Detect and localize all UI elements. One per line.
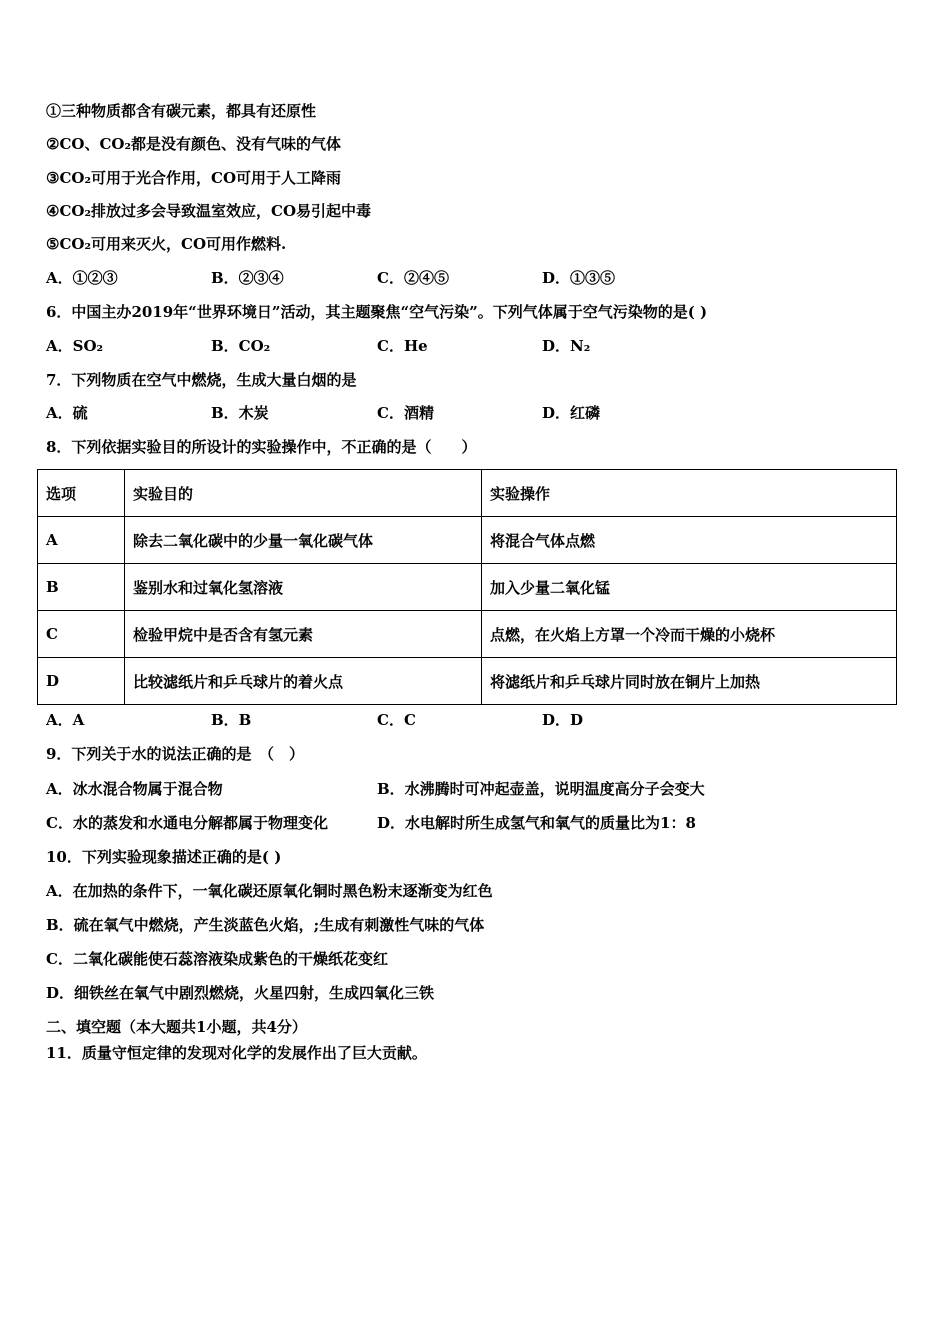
- q6-option-a: A．SO₂: [46, 337, 104, 355]
- table-cell: 鉴别水和过氧化氢溶液: [125, 564, 482, 611]
- table-row: [38, 517, 897, 564]
- q10-stem: 10．下列实验现象描述正确的是( ): [46, 848, 282, 866]
- q5-option-a: A．①②③: [46, 269, 118, 287]
- q10-option-a: A．在加热的条件下，一氧化碳还原氧化铜时黑色粉末逐渐变为红色: [46, 882, 493, 900]
- q7-option-a: A．硫: [46, 404, 88, 422]
- table-cell: 将混合气体点燃: [482, 517, 897, 564]
- q9-option-b: B．水沸腾时可冲起壶盖，说明温度高分子会变大: [377, 780, 705, 798]
- q6-option-d: D．N₂: [542, 337, 591, 355]
- q10-option-c: C．二氧化碳能使石蕊溶液染成紫色的干燥纸花变红: [46, 950, 388, 968]
- q5-option-b: B．②③④: [211, 269, 284, 287]
- q7-option-d: D．红磷: [542, 404, 601, 422]
- table-cell: 检验甲烷中是否含有氢元素: [125, 611, 482, 658]
- q10-option-d: D．细铁丝在氧气中剧烈燃烧，火星四射，生成四氧化三铁: [46, 984, 435, 1002]
- table-cell: 将滤纸片和乒乓球片同时放在铜片上加热: [482, 658, 897, 705]
- q9-option-a: A．冰水混合物属于混合物: [46, 780, 223, 798]
- q7-option-c: C．酒精: [377, 404, 434, 422]
- table-cell: 点燃，在火焰上方罩一个冷而干燥的小烧杯: [482, 611, 897, 658]
- q8-option-b: B．B: [211, 711, 252, 729]
- table-cell: 除去二氧化碳中的少量一氧化碳气体: [125, 517, 482, 564]
- table-row: [38, 564, 897, 611]
- table-header-cell: 实验目的: [125, 470, 482, 517]
- q5-statement-3: ③CO₂可用于光合作用，CO可用于人工降雨: [46, 169, 342, 187]
- q5-statement-4: ④CO₂排放过多会导致温室效应，CO易引起中毒: [46, 202, 372, 220]
- q7-option-b: B．木炭: [211, 404, 269, 422]
- q7-stem: 7．下列物质在空气中燃烧，生成大量白烟的是: [46, 371, 357, 389]
- q8-option-d: D．D: [542, 711, 584, 729]
- table-row: [38, 611, 897, 658]
- table-cell: B: [38, 564, 125, 611]
- q5-statement-2: ②CO、CO₂都是没有颜色、没有气味的气体: [46, 135, 342, 153]
- q9-option-d: D．水电解时所生成氢气和氧气的质量比为1：8: [377, 814, 696, 832]
- q6-option-c: C．He: [377, 337, 428, 355]
- table-cell: A: [38, 517, 125, 564]
- q8-option-c: C．C: [377, 711, 416, 729]
- q5-statement-5: ⑤CO₂可用来灭火，CO可用作燃料.: [46, 235, 287, 253]
- q6-stem: 6．中国主办2019年“世界环境日”活动，其主题聚焦“空气污染”。下列气体属于空气污染物的是( ): [46, 303, 708, 321]
- q10-option-b: B．硫在氧气中燃烧，产生淡蓝色火焰，;生成有刺激性气味的气体: [46, 916, 485, 934]
- table-cell: 加入少量二氧化锰: [482, 564, 897, 611]
- table-cell: 比较滤纸片和乒乓球片的着火点: [125, 658, 482, 705]
- q5-option-d: D．①③⑤: [542, 269, 616, 287]
- table-cell: D: [38, 658, 125, 705]
- q8-stem: 8．下列依据实验目的所设计的实验操作中，不正确的是（ ）: [46, 438, 477, 456]
- q6-option-b: B．CO₂: [211, 337, 271, 355]
- experiment-table: [37, 469, 897, 705]
- table-cell: C: [38, 611, 125, 658]
- q11-stem: 11．质量守恒定律的发现对化学的发展作出了巨大贡献。: [46, 1044, 427, 1062]
- q5-statement-1: ①三种物质都含有碳元素，都具有还原性: [46, 102, 317, 120]
- table-row: [38, 658, 897, 705]
- q9-stem: 9．下列关于水的说法正确的是 （ ）: [46, 745, 304, 763]
- table-header-row: [38, 470, 897, 517]
- q8-option-a: A．A: [46, 711, 85, 729]
- section-2-title: 二、填空题（本大题共1小题，共4分）: [46, 1018, 307, 1036]
- q5-option-c: C．②④⑤: [377, 269, 449, 287]
- table-header-cell: 实验操作: [482, 470, 897, 517]
- q9-option-c: C．水的蒸发和水通电分解都属于物理变化: [46, 814, 328, 832]
- table-header-cell: 选项: [38, 470, 125, 517]
